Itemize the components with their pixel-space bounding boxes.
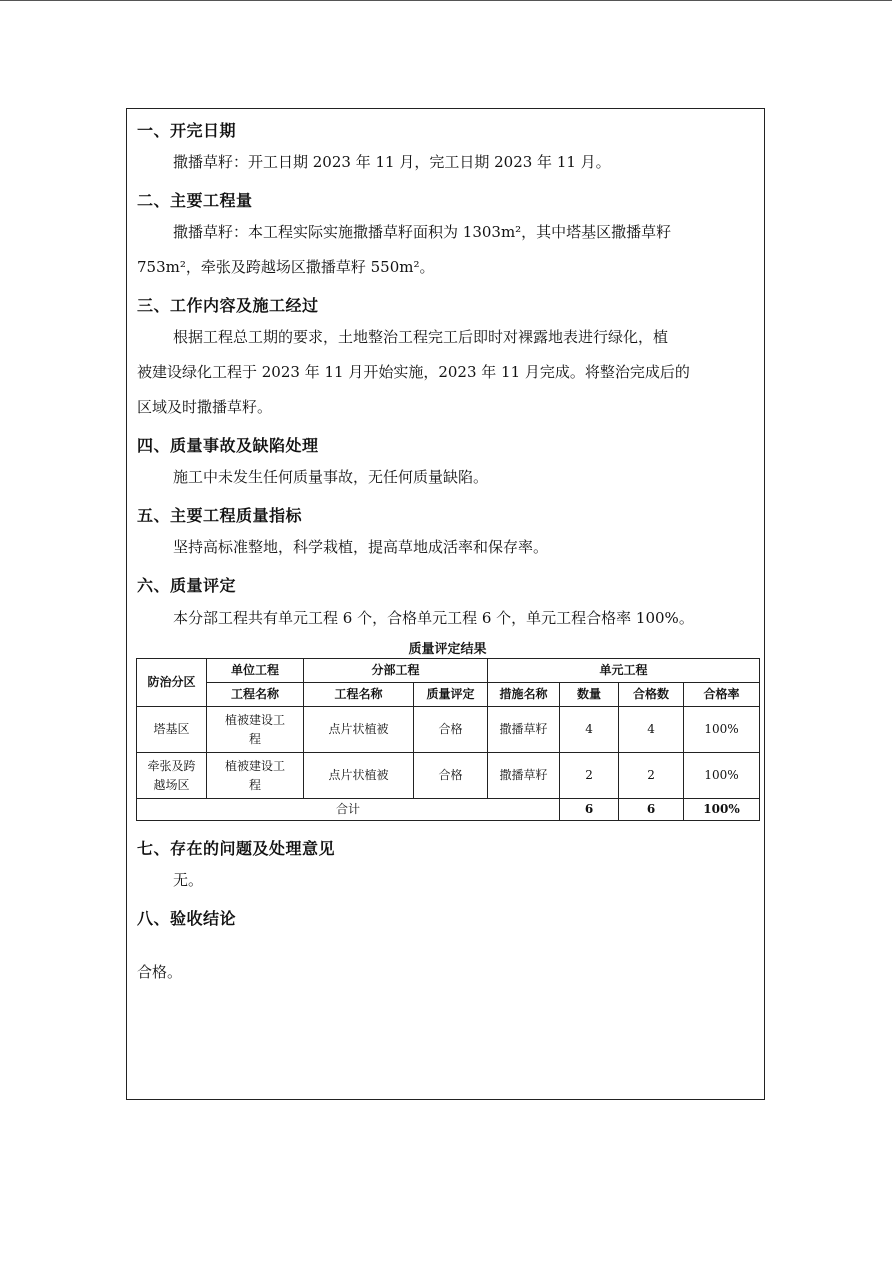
header-sub-project: 分部工程 [304,659,488,683]
cell-count: 4 [560,707,619,753]
header-count: 数量 [560,683,619,707]
cell-sub-name: 点片状植被 [304,707,414,753]
cell-unit-name: 植被建设工 程 [207,753,304,799]
cell-measure: 撒播草籽 [488,707,560,753]
table-row [137,707,760,753]
cell-qualified: 4 [619,707,684,753]
page-top-rule [0,0,892,1]
cell-measure: 撒播草籽 [488,753,560,799]
cell-unit-name: 植被建设工 程 [207,707,304,753]
section-dates-text: 撒播草籽：开工日期 2023 年 11 月，完工日期 2023 年 11 月。 [173,153,611,171]
header-rating: 质量评定 [414,683,488,707]
section-heading-quality-index: 五、主要工程质量指标 [137,506,303,525]
section-work-line-2: 被建设绿化工程于 2023 年 11 月开始实施，2023 年 11 月完成。将整治完成后的 [137,363,690,381]
header-element-project: 单元工程 [488,659,760,683]
table-header-row-1 [137,659,760,683]
cell-total-label: 合计 [137,799,560,821]
cell-sub-name: 点片状植被 [304,753,414,799]
table-total-row [137,799,760,821]
section-quantities-line-1: 撒播草籽：本工程实际实施撒播草籽面积为 1303m²，其中塔基区撒播草籽 [173,223,672,241]
table-header-row-2 [137,683,760,707]
section-heading-quantities: 二、主要工程量 [137,191,253,210]
cell-qualified: 2 [619,753,684,799]
section-accidents-text: 施工中未发生任何质量事故，无任何质量缺陷。 [173,468,489,486]
table-row [137,753,760,799]
cell-total-count: 6 [560,799,619,821]
cell-zone: 牵张及跨 越场区 [137,753,207,799]
section-heading-quality-assessment: 六、质量评定 [137,576,237,595]
section-heading-dates: 一、开完日期 [137,121,237,140]
section-heading-conclusion: 八、验收结论 [137,909,237,928]
section-issues-text: 无。 [173,871,204,889]
cell-rate: 100% [684,707,760,753]
section-quantities-line-2: 753m²，牵张及跨越场区撒播草籽 550m²。 [137,258,435,276]
quality-table-title: 质量评定结果 [408,642,487,657]
section-quality-index-text: 坚持高标准整地，科学栽植，提高草地成活率和保存率。 [173,538,549,556]
header-sub-name: 工程名称 [304,683,414,707]
header-qualified: 合格数 [619,683,684,707]
cell-rating: 合格 [414,753,488,799]
header-zone: 防治分区 [137,659,207,707]
header-unit-project: 单位工程 [207,659,304,683]
section-work-line-3: 区域及时撒播草籽。 [137,398,273,416]
header-rate: 合格率 [684,683,760,707]
quality-result-table [136,658,760,821]
section-heading-work-content: 三、工作内容及施工经过 [137,296,319,315]
section-heading-accidents: 四、质量事故及缺陷处理 [137,436,319,455]
cell-rate: 100% [684,753,760,799]
section-quality-assessment-text: 本分部工程共有单元工程 6 个，合格单元工程 6 个，单元工程合格率 100%。 [173,609,694,627]
header-unit-name: 工程名称 [207,683,304,707]
header-measure: 措施名称 [488,683,560,707]
cell-total-qualified: 6 [619,799,684,821]
cell-rating: 合格 [414,707,488,753]
section-conclusion-text: 合格。 [137,963,183,981]
section-work-line-1: 根据工程总工期的要求，土地整治工程完工后即时对裸露地表进行绿化，植 [173,328,669,346]
report-frame [126,108,765,1100]
cell-zone: 塔基区 [137,707,207,753]
cell-total-rate: 100% [684,799,760,821]
section-heading-issues: 七、存在的问题及处理意见 [137,839,336,858]
cell-count: 2 [560,753,619,799]
